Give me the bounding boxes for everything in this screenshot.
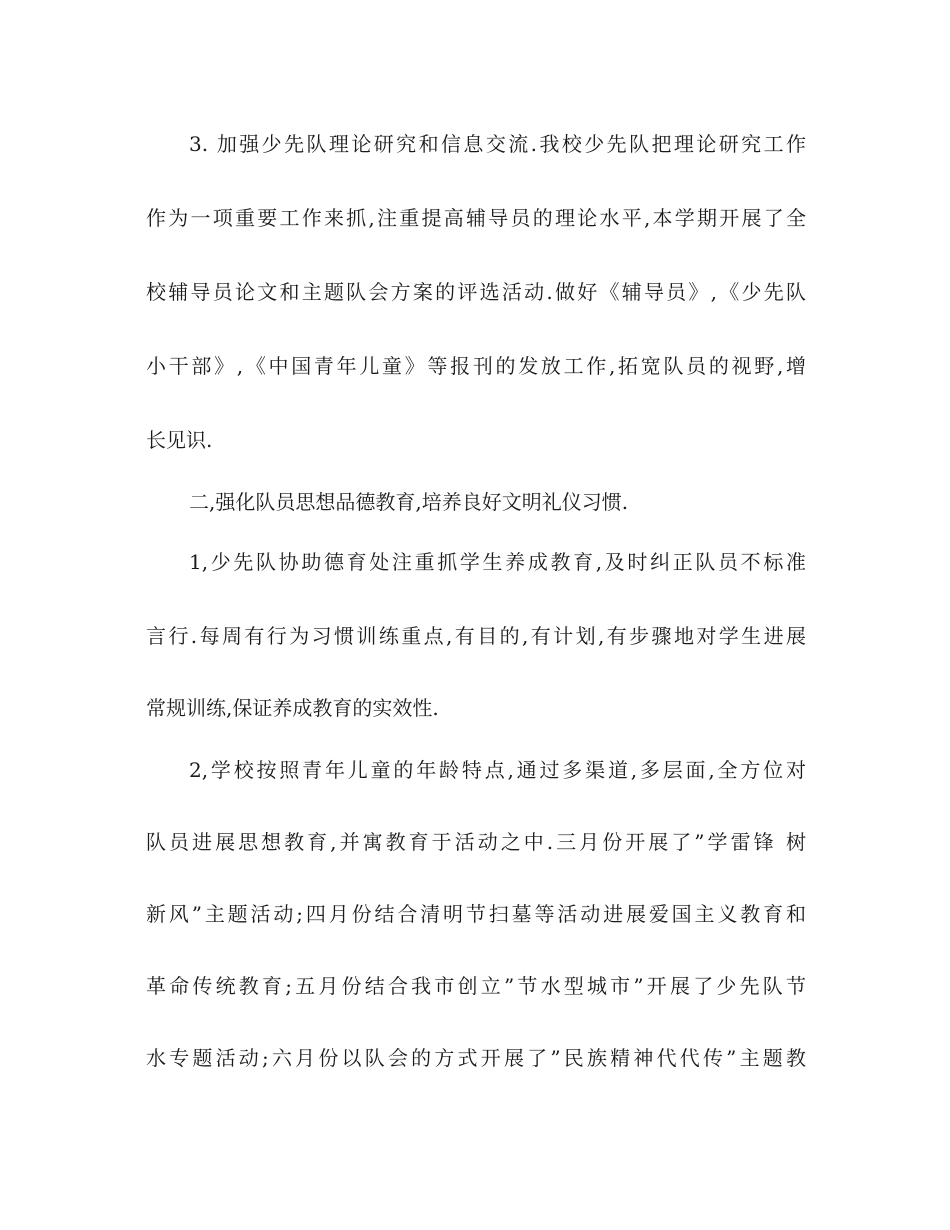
paragraph-line: 2,学校按照青年儿童的年龄特点,通过多渠道,多层面,全方位对 — [189, 758, 806, 782]
paragraph-line: 革命传统教育;五月份结合我市创立”节水型城市”开展了少先队节 — [146, 974, 806, 998]
paragraph-line: 校辅导员论文和主题队会方案的评选活动.做好《辅导员》,《少先队 — [146, 280, 806, 304]
paragraph-line: 1,少先队协助德育处注重抓学生养成教育,及时纠正队员不标准 — [189, 550, 806, 574]
paragraph-line: 常规训练,保证养成教育的实效性. — [146, 696, 439, 720]
paragraph-line: 长见识. — [146, 428, 213, 452]
paragraph-line: 队员进展思想教育,并寓教育于活动之中.三月份开展了”学雷锋 树 — [146, 830, 806, 854]
section-heading: 二,强化队员思想品德教育,培养良好文明礼仪习惯. — [189, 490, 629, 514]
paragraph-line: 水专题活动;六月份以队会的方式开展了”民族精神代代传”主题教 — [146, 1046, 806, 1070]
paragraph-line: 新风”主题活动;四月份结合清明节扫墓等活动进展爱国主义教育和 — [146, 902, 806, 926]
paragraph-line: 3. 加强少先队理论研究和信息交流.我校少先队把理论研究工作 — [189, 132, 806, 156]
paragraph-line: 作为一项重要工作来抓,注重提高辅导员的理论水平,本学期开展了全 — [146, 206, 806, 230]
paragraph-line: 小干部》,《中国青年儿童》等报刊的发放工作,拓宽队员的视野,增 — [146, 354, 806, 378]
paragraph-line: 言行.每周有行为习惯训练重点,有目的,有计划,有步骤地对学生进展 — [146, 624, 806, 648]
